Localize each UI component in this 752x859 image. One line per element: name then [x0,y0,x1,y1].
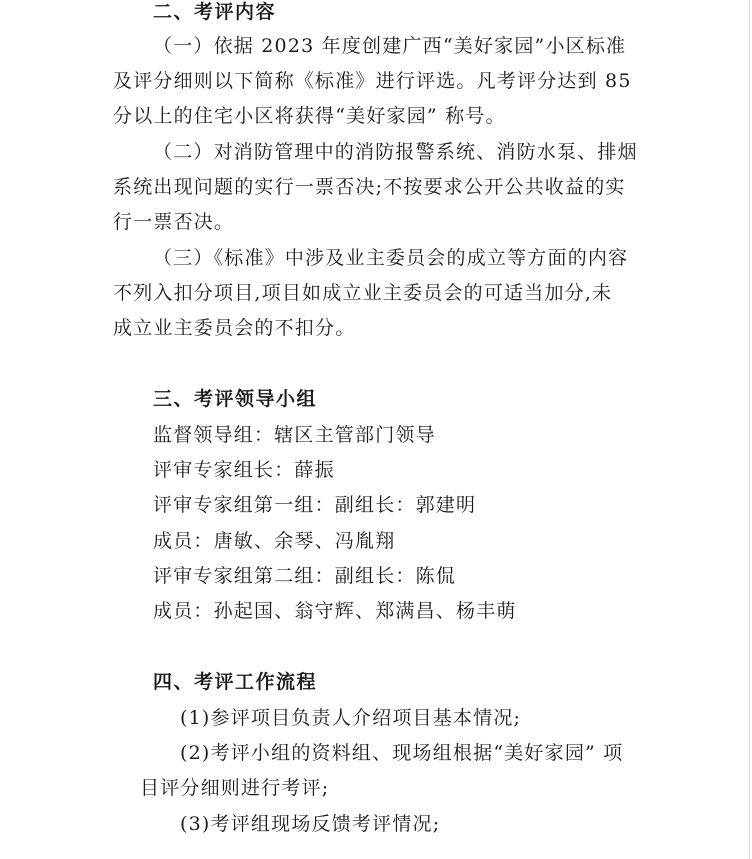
section-2-heading: 二、考评内容 [153,1,277,23]
section-3-line-6: 成员：孙起国、翁守辉、郑满昌、杨丰萌 [153,600,517,622]
section-4-item-2-cont: 目评分细则进行考评; [140,777,330,799]
section-3-line-2: 评审专家组长：薛振 [153,459,335,481]
section-4-heading: 四、考评工作流程 [153,671,318,693]
page-edge-divider [749,0,750,859]
section-2-p1-line-3: 分以上的住宅小区将获得“美好家园” 称号。 [113,105,506,127]
section-3-line-3: 评审专家组第一组：副组长：郭建明 [153,494,477,516]
section-4-item-3: (3)考评组现场反馈考评情况; [180,813,441,835]
section-2-p2-line-3: 行一票否决。 [113,211,235,233]
section-4-item-2: (2)考评小组的资料组、现场组根据“美好家园” 项 [180,742,624,764]
section-2-p1-line-2: 及评分细则以下简称《标准》进行评选。凡考评分达到 85 [113,70,632,92]
section-2-p2-line-1: （二）对消防管理中的消防报警系统、消防水泵、排烟 [153,141,638,163]
section-3-line-4: 成员：唐敏、余琴、冯胤翔 [153,530,396,552]
section-2-p3-line-3: 成立业主委员会的不扣分。 [113,317,356,339]
section-3-heading: 三、考评领导小组 [153,388,318,410]
section-2-p1-line-1: （一）依据 2023 年度创建广西“美好家园”小区标准 [153,35,627,57]
section-3-line-5: 评审专家组第二组：副组长：陈侃 [153,565,457,587]
section-3-line-1: 监督领导组：辖区主管部门领导 [153,424,436,446]
section-2-p2-line-2: 系统出现问题的实行一票否决;不按要求公开公共收益的实 [113,176,626,198]
section-2-p3-line-1: （三）《标准》中涉及业主委员会的成立等方面的内容 [153,247,629,269]
section-4-item-1: (1)参评项目负责人介绍项目基本情况; [180,707,522,729]
section-2-p3-line-2: 不列入扣分项目,项目如成立业主委员会的可适当加分,未 [113,282,613,304]
